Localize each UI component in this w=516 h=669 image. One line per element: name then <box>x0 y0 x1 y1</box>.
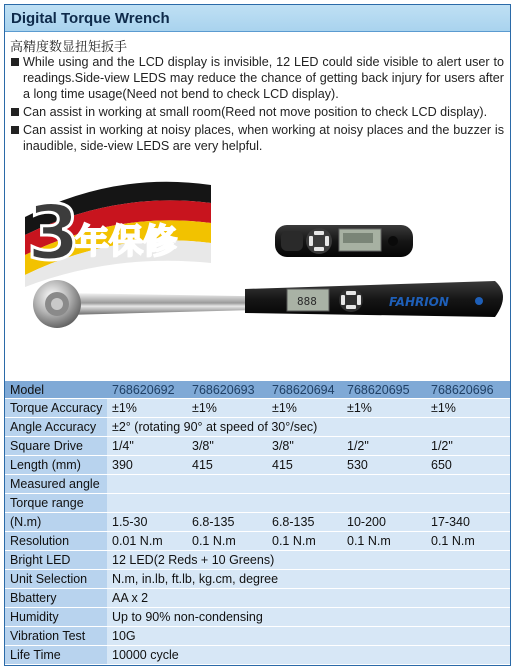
spec-value: 1/4" <box>107 437 187 456</box>
table-row-life-time <box>5 646 510 665</box>
product-photo <box>5 177 510 382</box>
spec-label: Unit Selection <box>5 570 107 589</box>
spec-label: Torque Accuracy <box>5 399 107 418</box>
spec-label: Angle Accuracy <box>5 418 107 437</box>
badge-text: 年保修 <box>75 222 177 262</box>
wrench-image <box>33 280 503 328</box>
spec-value: 0.1 N.m <box>187 532 267 551</box>
model-number: 768620695 <box>342 381 426 399</box>
bullet-square-icon <box>11 58 19 66</box>
spec-table <box>5 381 510 665</box>
spec-value: 0.1 N.m <box>342 532 426 551</box>
handle-topview <box>275 225 413 257</box>
feature-item: Can assist in working at noisy places, when working at noisy places and the buzzer is inaudible, side-view LEDS are very helpful. <box>10 122 504 154</box>
table-row-square-drive <box>5 437 510 456</box>
spec-value: ±2° (rotating 90° at speed of 30°/sec) <box>107 418 510 437</box>
spec-value: 650 <box>426 456 510 475</box>
page-title: Digital Torque Wrench <box>11 9 170 27</box>
spec-value: 1/2" <box>426 437 510 456</box>
chinese-subtitle: 高精度数显扭矩扳手 <box>10 40 128 55</box>
table-row-torque-accuracy <box>5 399 510 418</box>
table-row-unit-selection <box>5 570 510 589</box>
spec-value: 390 <box>107 456 187 475</box>
spec-label: Humidity <box>5 608 107 627</box>
spec-label: Vibration Test <box>5 627 107 646</box>
spec-label: Model <box>5 381 107 399</box>
table-row-battery <box>5 589 510 608</box>
spec-value: AA x 2 <box>107 589 510 608</box>
model-number: 768620692 <box>107 381 187 399</box>
table-row-bright-led <box>5 551 510 570</box>
badge-number: 3 <box>27 188 80 277</box>
spec-label: Bright LED <box>5 551 107 570</box>
lcd-reading: 888 <box>297 295 317 308</box>
feature-list <box>5 54 510 154</box>
spec-label: Square Drive <box>5 437 107 456</box>
table-row-length <box>5 456 510 475</box>
spec-value: 415 <box>267 456 342 475</box>
spec-value: 415 <box>187 456 267 475</box>
spec-label: Life Time <box>5 646 107 665</box>
spec-value: 10G <box>107 627 510 646</box>
model-number: 768620696 <box>426 381 510 399</box>
spec-value: 3/8" <box>187 437 267 456</box>
table-row-resolution <box>5 532 510 551</box>
spec-value: 17-340 <box>426 513 510 532</box>
spec-value: 3/8" <box>267 437 342 456</box>
spec-value: 0.1 N.m <box>426 532 510 551</box>
spec-label: Length (mm) <box>5 456 107 475</box>
spec-value: 12 LED(2 Reds + 10 Greens) <box>107 551 510 570</box>
spec-value: ±1% <box>107 399 187 418</box>
spec-value: 0.1 N.m <box>267 532 342 551</box>
spec-value-empty <box>107 475 510 494</box>
table-row-range-2 <box>5 494 510 513</box>
spec-value: ±1% <box>267 399 342 418</box>
spec-label: Resolution <box>5 532 107 551</box>
table-row-range-3 <box>5 513 510 532</box>
spec-value: Up to 90% non-condensing <box>107 608 510 627</box>
warranty-badge-icon <box>21 177 211 287</box>
product-card <box>4 4 511 666</box>
table-row-angle-accuracy <box>5 418 510 437</box>
spec-value: ±1% <box>342 399 426 418</box>
spec-value: 6.8-135 <box>187 513 267 532</box>
feature-item: Can assist in working at small room(Reed not move position to check LCD display). <box>10 104 504 120</box>
spec-value: ±1% <box>187 399 267 418</box>
brand-logo: FAHRION <box>389 295 449 309</box>
spec-label: Torque range <box>5 494 107 513</box>
spec-value: 530 <box>342 456 426 475</box>
table-row-vibration <box>5 627 510 646</box>
spec-label: Bbattery <box>5 589 107 608</box>
spec-value: ±1% <box>426 399 510 418</box>
table-row-humidity <box>5 608 510 627</box>
model-number: 768620694 <box>267 381 342 399</box>
spec-value: 1/2" <box>342 437 426 456</box>
bullet-square-icon <box>11 126 19 134</box>
spec-value: 0.01 N.m <box>107 532 187 551</box>
spec-label: Measured angle <box>5 475 107 494</box>
table-row-range-1 <box>5 475 510 494</box>
spec-value: 10000 cycle <box>107 646 510 665</box>
bullet-square-icon <box>11 108 19 116</box>
feature-item: While using and the LCD display is invisible, 12 LED could side visible to alert user to readings.Side-view LEDS may reduce the chance of getting back injury for users after a long time usage(Need not bend to check LCD display). <box>10 54 504 102</box>
spec-value: 10-200 <box>342 513 426 532</box>
spec-value: 1.5-30 <box>107 513 187 532</box>
spec-value: N.m, in.lb, ft.lb, kg.cm, degree <box>107 570 510 589</box>
title-bar <box>5 5 510 32</box>
table-row-model <box>5 381 510 399</box>
spec-value: 6.8-135 <box>267 513 342 532</box>
spec-label: (N.m) <box>5 513 107 532</box>
spec-value-empty <box>107 494 510 513</box>
model-number: 768620693 <box>187 381 267 399</box>
